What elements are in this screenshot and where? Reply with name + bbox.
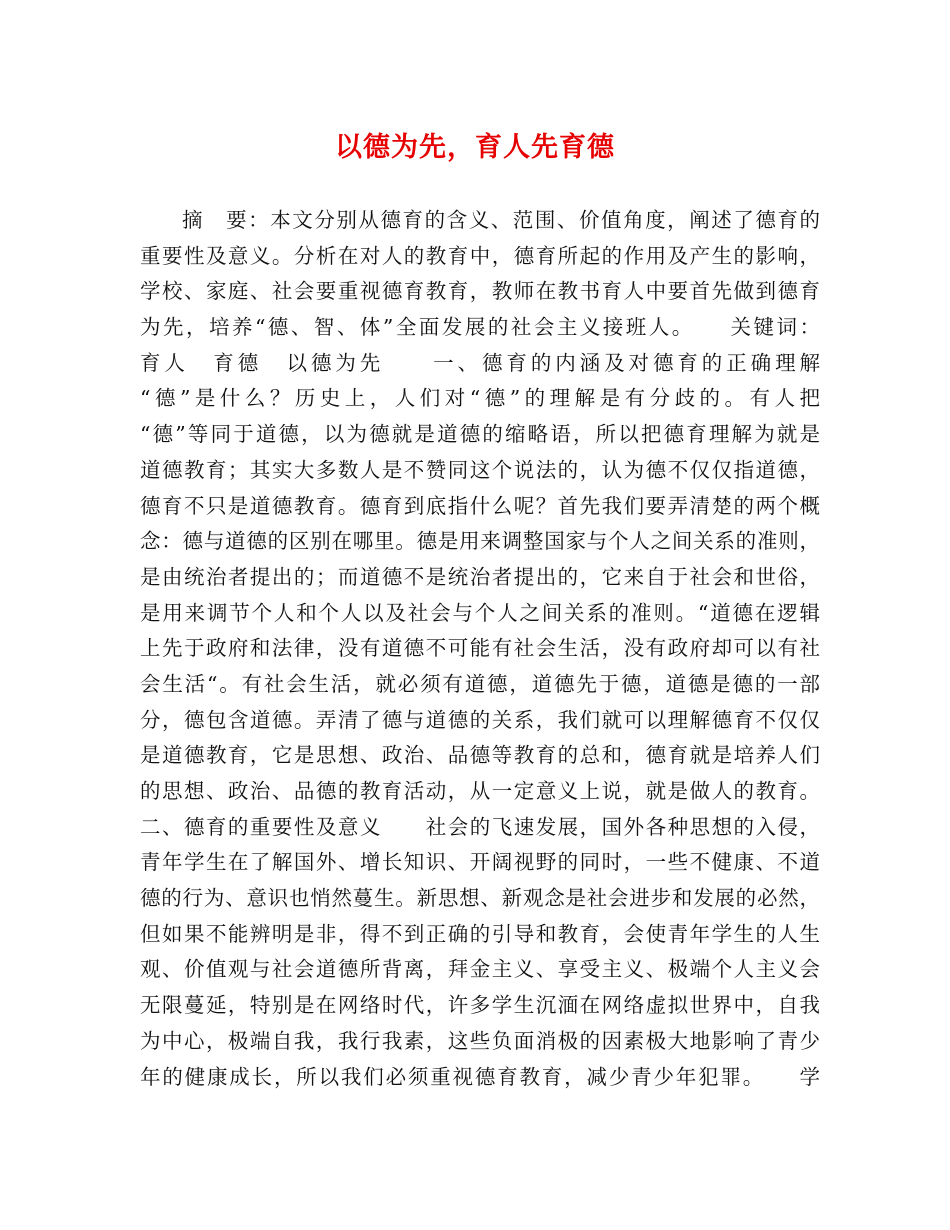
section-heading-line: 二、德育的重要性及意义 社会的飞速发展，国外各种思想的入侵， [140, 814, 820, 839]
body-line: 是用来调节个人和个人以及社会与个人之间关系的准则。“道德在逻辑 [140, 600, 820, 625]
body-line: 上先于政府和法律，没有道德不可能有社会生活，没有政府却可以有社 [140, 636, 820, 661]
body-line: “德”是什么？历史上，人们对“德”的理解是有分歧的。有人把 [140, 386, 820, 411]
body-line: 但如果不能辨明是非，得不到正确的引导和教育，会使青年学生的人生 [140, 921, 820, 946]
body-line: 为先，培养“德、智、体”全面发展的社会主义接班人。 关键词： [140, 315, 820, 340]
abstract-line: 摘 要：本文分别从德育的含义、范围、价值角度，阐述了德育的 [182, 208, 820, 232]
document-title: 以德为先，育人先育德 [335, 132, 615, 163]
body-line: 为中心，极端自我，我行我素，这些负面消极的因素极大地影响了青少 [140, 1028, 820, 1053]
body-line: 道德教育；其实大多数人是不赞同这个说法的，认为德不仅仅指道德， [140, 457, 820, 482]
body-line: “德”等同于道德，以为德就是道德的缩略语，所以把德育理解为就是 [140, 422, 820, 447]
body-line: 是道德教育，它是思想、政治、品德等教育的总和，德育就是培养人们 [140, 743, 820, 768]
document-body [140, 203, 820, 1095]
body-line: 青年学生在了解国外、增长知识、开阔视野的同时，一些不健康、不道 [140, 850, 820, 875]
body-line: 观、价值观与社会道德所背离，拜金主义、享受主义、极端个人主义会 [140, 957, 820, 982]
body-line: 年的健康成长，所以我们必须重视德育教育，减少青少年犯罪。 学 [140, 1064, 820, 1089]
body-line: 的思想、政治、品德的教育活动，从一定意义上说，就是做人的教育。 [140, 779, 820, 803]
body-line: 德育不只是道德教育。德育到底指什么呢？首先我们要弄清楚的两个概 [140, 493, 820, 518]
body-line: 无限蔓延，特别是在网络时代，许多学生沉湎在网络虚拟世界中，自我 [140, 993, 820, 1018]
body-line: 分，德包含道德。弄清了德与道德的关系，我们就可以理解德育不仅仅 [140, 707, 820, 732]
body-line: 重要性及意义。分析在对人的教育中，德育所起的作用及产生的影响， [140, 243, 820, 268]
body-line: 会生活“。有社会生活，就必须有道德，道德先于德，道德是德的一部 [140, 671, 820, 696]
body-line: 德的行为、意识也悄然蔓生。新思想、新观念是社会进步和发展的必然， [140, 886, 820, 911]
keywords-line: 育人 育德 以德为先 一、德育的内涵及对德育的正确理解 [140, 350, 820, 375]
body-line: 是由统治者提出的；而道德不是统治者提出的，它来自于社会和世俗， [140, 564, 820, 589]
body-line: 念：德与道德的区别在哪里。德是用来调整国家与个人之间关系的准则， [140, 529, 820, 554]
body-line: 学校、家庭、社会要重视德育教育，教师在教书育人中要首先做到德育 [140, 279, 820, 304]
